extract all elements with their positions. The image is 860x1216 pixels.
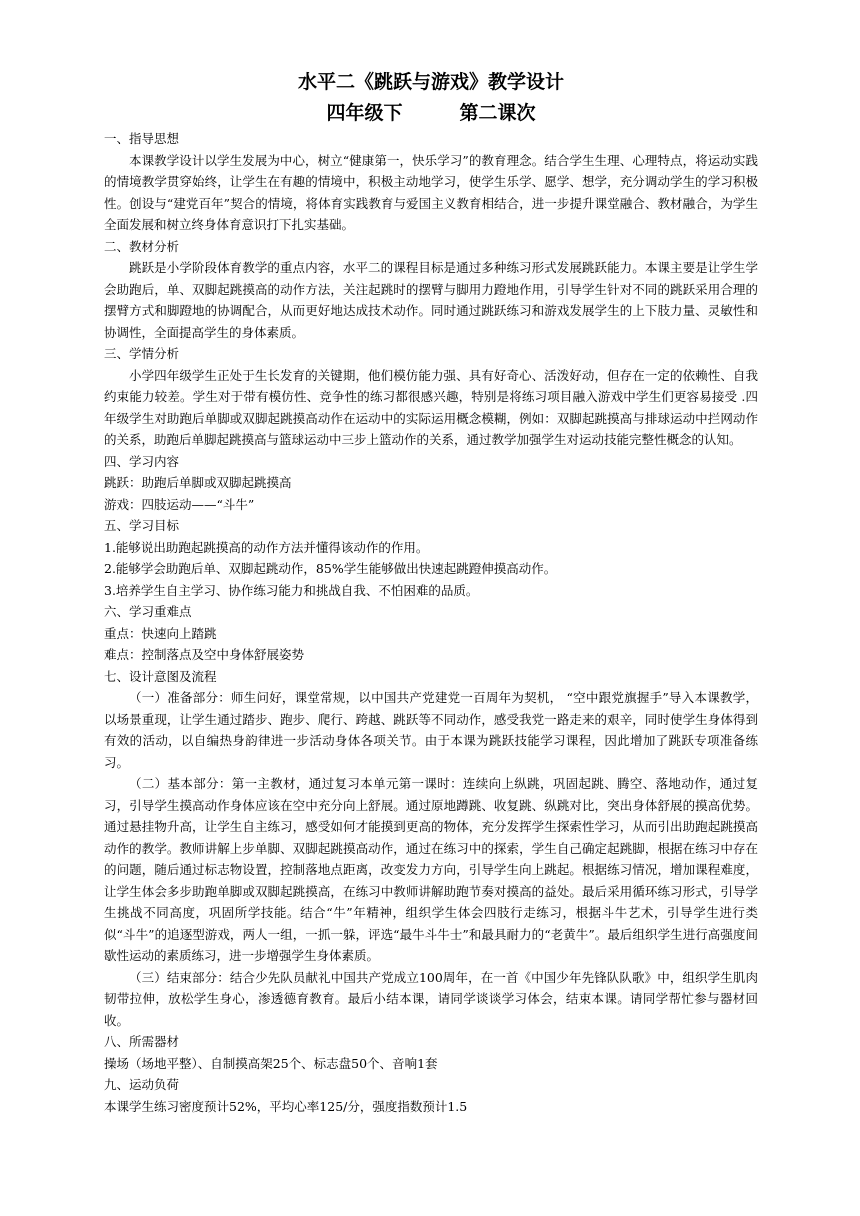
section-1 bbox=[104, 128, 758, 236]
section-heading: 四、学习内容 bbox=[104, 453, 180, 469]
section-heading: 八、所需器材 bbox=[104, 1034, 180, 1049]
section-heading: 七、设计意图及流程 bbox=[104, 668, 217, 684]
section-line: 1.能够说出助跑起跳摸高的动作方法并懂得该动作的作用。 bbox=[104, 539, 429, 555]
document-title: 水平二《跳跃与游戏》教学设计 bbox=[297, 71, 564, 93]
section-heading: 五、学习目标 bbox=[104, 518, 180, 533]
document-body bbox=[104, 128, 758, 1117]
section-2 bbox=[104, 236, 758, 344]
section-line: 本课学生练习密度预计52%，平均心率125/分，强度指数预计1.5 bbox=[104, 1098, 468, 1114]
section-paragraph: （二）基本部分：第一主教材，通过复习本单元第一课时：连续向上纵跳，巩固起跳、腾空、落地动作，通过复习，引导学生摸高动作身体应该在空中充分向上舒展。通过原地蹲跳、收复跳、纵跳对比，突出身体舒展的摸高优势。通过悬挂物升高，让学生自主练习，感受如何才能摸到更高的物体，充分发挥学生探索性学习，从而引出助跑起跳摸高动作的教学。教师讲解上步单脚、双脚起跳摸高动作，通过在练习中的探索，学生自己确定起跳脚，根据在练习中存在的问题，随后通过标志物设置，控制落地点距离，改变发力方向，引导学生向上跳起。根据练习情况，增加课程难度，让学生体会多步助跑单脚或双脚起跳摸高，在练习中教师讲解助跑节奏对摸高的益处。最后采用循环练习形式，引导学生挑战不同高度，巩固所学技能。结合“牛”年精神，组织学生体会四肢行走练习，根据斗牛艺术，引导学生进行类似“斗牛”的追逐型游戏，两人一组，一抓一躲，评选“最牛斗牛士”和最具耐力的“老黄牛”。最后组织学生进行高强度间歇性运动的素质练习，进一步增强学生身体素质。 bbox=[104, 776, 758, 963]
section-line: 操场（场地平整）、自制摸高架25个、标志盘50个、音响1套 bbox=[104, 1055, 438, 1071]
section-paragraph: （一）准备部分：师生问好，课堂常规，以中国共产党建党一百周年为契机， “空中跟党旗握手”导入本课教学，以场景重现，让学生通过踏步、跑步、爬行、跨越、跳跃等不同动作，感受我党一路走来的艰辛，同时使学生身体得到有效的活动，以自编热身韵律进一步活动身体各项关节。由于本课为跳跃技能学习课程，因此增加了跳跃专项准备练习。 bbox=[104, 690, 758, 770]
section-heading: 一、指导思想 bbox=[104, 131, 180, 146]
section-7 bbox=[104, 666, 758, 1032]
section-9 bbox=[104, 1074, 758, 1117]
section-line: 难点：控制落点及空中身体舒展姿势 bbox=[104, 647, 305, 662]
section-paragraph: 本课教学设计以学生发展为中心，树立“健康第一，快乐学习”的教育理念。结合学生生理、心理特点，将运动实践的情境教学贯穿始终，让学生在有趣的情境中，积极主动地学习，使学生乐学、愿学、想学，充分调动学生的学习积极性。创设与“建党百年”契合的情境，将体育实践教育与爱国主义教育相结合，进一步提升课堂融合、教材融合，为学生全面发展和树立终身体育意识打下扎实基础。 bbox=[104, 152, 758, 232]
document-page bbox=[104, 68, 758, 1117]
section-line: 游戏：四肢运动——“斗牛” bbox=[104, 496, 255, 512]
section-line: 3.培养学生自主学习、协作练习能力和挑战自我、不怕困难的品质。 bbox=[104, 582, 479, 598]
section-3 bbox=[104, 343, 758, 451]
section-heading: 三、学情分析 bbox=[104, 346, 180, 361]
section-8 bbox=[104, 1031, 758, 1074]
section-paragraph: 跳跃是小学阶段体育教学的重点内容，水平二的课程目标是通过多种练习形式发展跳跃能力。本课主要是让学生学会助跑后，单、双脚起跳摸高的动作方法，关注起跳时的摆臂与脚用力蹬地作用，引导学生针对不同的跳跃采用合理的摆臂方式和脚蹬地的协调配合，从而更好地达成技术动作。同时通过跳跃练习和游戏发展学生的上下肢力量、灵敏性和协调性，全面提高学生的身体素质。 bbox=[104, 260, 758, 340]
section-line: 重点：快速向上踏跳 bbox=[104, 625, 217, 641]
document-subtitle: 四年级下 第二课次 bbox=[326, 102, 536, 124]
section-line: 2.能够学会助跑后单、双脚起跳动作，85%学生能够做出快速起跳蹬伸摸高动作。 bbox=[104, 561, 557, 576]
section-paragraph: 小学四年级学生正处于生长发育的关键期，他们模仿能力强、具有好奇心、活泼好动，但存在一定的依赖性、自我约束能力较差。学生对于带有模仿性、竞争性的练习都很感兴趣，特别是将练习项目融入游戏中学生们更容易接受 .四年级学生对助跑后单脚或双脚起跳摸高动作在运动中的实际运用概念模糊，例如：双脚起跳摸高与排球运动中拦网动作的关系，助跑后单脚起跳摸高与篮球运动中三步上篮动作的关系，通过教学加强学生对运动技能完整性概念的认知。 bbox=[104, 367, 758, 447]
section-6 bbox=[104, 601, 758, 666]
section-line: 跳跃：助跑后单脚或双脚起跳摸高 bbox=[104, 475, 292, 490]
section-heading: 六、学习重难点 bbox=[104, 604, 192, 619]
section-paragraph: （三）结束部分：结合少先队员献礼中国共产党成立100周年，在一首《中国少年先锋队队歌》中，组织学生肌肉韧带拉伸，放松学生身心，渗透德育教育。最后小结本课，请同学谈谈学习体会，结束本课。请同学帮忙参与器材回收。 bbox=[104, 969, 758, 1028]
section-5 bbox=[104, 515, 758, 601]
section-heading: 二、教材分析 bbox=[104, 238, 180, 254]
section-4 bbox=[104, 451, 758, 516]
section-heading: 九、运动负荷 bbox=[104, 1077, 180, 1092]
